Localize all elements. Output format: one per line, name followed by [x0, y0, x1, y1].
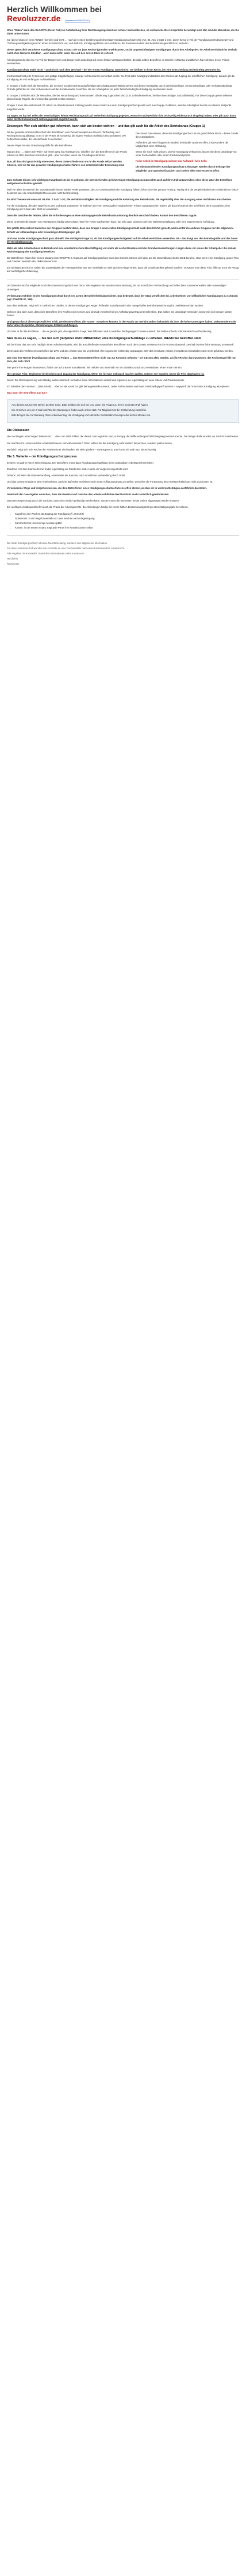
- paragraph: Es sind Themen wie etwa Art. 86 Abs. 2 Satz 1 GG, die Verhältnismäßigkeit der Kündigung und die Anhörung des Betriebsrats, die regelmäßig über den Ausgang eines Verfahrens entscheiden.: [7, 198, 232, 201]
- paragraph: Zu sagen: Es hat bei Teilen der Beschäftigten keinen Rechtsanspruch auf Weiterbeschäftigung gegeben, wenn sie nachweislich nicht rechtzeitig Widerspruch eingelegt haben. Dies gilt auch dann, wenn der Betriebsrat nicht ordnungsgemäß angehört wurde.: [7, 114, 237, 121]
- paragraph: Rechtlich zeigt sich: Die Rechte der Arbeitnehmer sind stärker, als viele glauben – vorausgesetzt, man kennt sie und nutzt sie rechtzeitig.: [7, 448, 157, 451]
- footer-line: Für Ihren konkreten Fall wenden Sie sich bitte an eine Fachanwältin oder einen Fachanwalt für Arbeitsrecht.: [7, 546, 125, 550]
- paragraph: Die Betroffenen haben hier keinen Zugang zum GRUPPE 2 Anspruch auf Kündigungsschutz nach dem KSchG, können sich aber auf die Generalklauseln des BGB berufen, etwa wenn eine Kündigung gegen Treu und Glauben verstößt oder diskriminierend ist.: [7, 257, 239, 263]
- info-box-line: Aus diesem Grund: Wir stehen an Ihrer Seite. Bitte melden Sie sich bei uns, wenn Sie Fragen zu Ihrem konkreten Fall haben.: [11, 403, 149, 407]
- paragraph: Hier genaue Frist: Beginnend dreiwochen nach Zugang der Kündigung. Wenn Sie hiervon Gebrauch machen wollen, müssen Sie handeln, bevor die Frist abgelaufen ist.: [7, 372, 205, 375]
- paragraph: Sie möchten Ihr Leben und Ihre Arbeitskraft weiter sinnvoll einsetzen? Dann sollten Sie die Kündigung nicht einfach hinnehmen, sondern prüfen lassen.: [7, 441, 173, 445]
- paragraph: Verschiedene Wege und Vorgehensweisen, die dem Betroffenen eines Kündigungsschutzverfahrens offen stehen, werden wir in weiteren Beiträgen ausführlich darstellen.: [7, 487, 207, 490]
- info-box: [7, 399, 239, 423]
- paragraph: Dazu Rechtsprechung durch die Gerichte, dass nicht einfach gekündigt werden kann, sondern stets die Interessen beider Seiten abgewogen werden müssen.: [7, 499, 180, 503]
- section-4: [7, 343, 239, 395]
- site-brand[interactable]: Revoluzzer.de: [7, 14, 61, 23]
- paragraph: Dass die Gerichte der letzten Jahre die Anforderungen an eine ordnungsgemäße Betriebsratsanhörung deutlich verschärft haben, kommt den Betroffenen zugute.: [7, 214, 197, 217]
- section-heading: Die 3. Variante – der Kündigungsschutzprozess: [7, 454, 77, 459]
- paragraph: Für die Kündigung, die aber Bayerisch Land und Bund zusammen im Rahmen der vom Gesetzgeber vorgesehenen Fristen ausgesprochen haben, gilt das Erfordernis der Schriftform ohne Ausnahme; eine Kündigung per E-Mail oder SMS ist unwirksam.: [7, 204, 230, 211]
- paragraph: Das sind Ihre Rechte (Kündigungsschutz und Folgen … das können Betroffene nicht nur zur Kenntnis nehmen – sie müssen aktiv werden, um ihre Rechte durchzusetzen; der Rechtsstaat hilft nur dem, der sich rührt!: [7, 356, 236, 363]
- side-note-paragraph: Außerdem gilt: Wer fristgerecht handelt, behält alle Optionen offen, insbesondere die Möglichkeit einer Abfindung.: [136, 141, 229, 148]
- footer-line: Alle Angaben ohne Gewähr. Stand der Informationen siehe Impressum.: [7, 552, 85, 555]
- paragraph: Und was ist der Kündigungsschutz ganz aktuell? Die wichtigste Frage ist, ob das Kündigungsschutzgesetz auf Ihr Arbeitsverhältnis anwendbar ist – das hängt von der Betriebsgröße und der Dauer der Beschäftigung ab.: [7, 236, 238, 243]
- paragraph: Gelesen wird aber auch, dass viele Betroffene ihre Rechte nicht kennen und deshalb vorschnell einen Aufhebungsvertrag unterschreiben. Das sollten Sie unbedingt vermeiden, bevor Sie sich beraten lassen haben.: [7, 310, 232, 317]
- list-item: • Gütetermin: in der Regel innerhalb von zwei Wochen nach Klageeingang: [15, 517, 239, 520]
- paragraph: Hier am Beginn einer langen Diskussion: … dass von 2000 Fällen, die dieses Jahr registriert sind, nur knapp die Hälfte außergerichtlich beigelegt werden konnte. Die übrigen Fälle wurden vor Gericht entschieden.: [7, 435, 239, 438]
- paragraph: Nun, all das sind ganz richtig Interessen, deren Unterschiede von uns in der Praxis erklärt werden müssen, weil sie für das gesamte Kündigungsschutzverfahren von entscheidender Bedeutung sind.: [7, 160, 125, 167]
- paragraph: Ein wichtiger Bereich ist zudem die Zuständigkeit der Arbeitsgerichte: Nur wer innerhalb von drei Wochen Klage erhebt, kann die Unwirksamkeit geltend machen. Versäumt man diese Frist, hilft nur noch ein Antrag auf nachträgliche Zulassung.: [7, 266, 239, 273]
- paragraph: Sie (diese Chance) einer ANNEX (Gericht) und OVB … nach der ersten Einführung gleichwertiger Kündigungsschutzrechte (Art. 86, Abs. 2 Satz 1 GG), durch Senat in Teil der "Kündigungsschutzgesetze" und "Ordnungswidrigkeitengesetze" einen Schutzschirm vor, und dadurch, Kündigungsfristen und -verfahren, die Zusammenarbeit des Betriebsrats gerichtlich zu vertreten.: [7, 38, 234, 45]
- side-note-paragraph: Die obenanstehenden Kündigungsschutz-Leistungen werden durch Beiträge der Mitglieder und Spenden finanziert und stehen allen Interessierten offen.: [136, 165, 230, 172]
- section-heading: Nun muss es sagen, … Sie tun sich (mit)einer UND UNBEDINGT, eine Kündigungsschutzklage zu erheben, WENN Sie betroffen sind.: [7, 337, 202, 341]
- paragraph: In Gruppe 2 befinden sich die Menschen, die der Neuordnung und kommunalen Gliederung zugeordnet sind (z. B. Leiharbeitnehmer, befristet Beschäftigte, Auszubildende). Für diese Gruppe gelten teilweise abweichende Regeln, die im Einzelfall geprüft werden müssen.: [7, 94, 232, 101]
- paragraph: Da der gesamte Arbeitsrechtsschutz der Betroffenen vom Zusammenspiel aus Gesetz, Tarifvertrag und Rechtsprechung abhängt, ist es in der Praxis oft schwierig, die eigene Position realistisch einzuschätzen. Wir helfen Ihnen dabei, die Unterschiede zu verstehen.: [7, 130, 126, 141]
- section-2: [7, 178, 239, 274]
- paragraph: Und genau durch diesen gesetzlichen Trick, werden Betroffene, die "Daten" vorweisen können, in der Praxis vor Gericht anders behandelt als jene, die keine Unterlagen haben. Dokumentieren Sie daher alles: Gespräche, Abmahnungen, E-Mails und Zeugen.: [7, 320, 236, 327]
- section-1: [7, 131, 239, 178]
- paragraph: Der größte Unterschied zwischen den Gruppen besteht darin, dass nur Gruppe 1 einen vollen Kündigungsschutz nach dem KSchG genießt, während für die anderen Gruppen nur der allgemeine Schutz vor sittenwidrigen oder treuwidrigen Kündigungen gilt.: [7, 227, 234, 234]
- paragraph: Weil vor allem im Bereich der Sozialauswahl immer wieder Fehler passieren, die zur Unwirksamkeit der Kündigung führen, lohnt sich eine genaue Prüfung. Häufig wird die Vergleichbarkeit der Arbeitnehmer falsch bestimmt oder die Unterhaltspflichten werden nicht berücksichtigt.: [7, 188, 239, 195]
- paragraph: In Gruppe 1 finden sich die Menschen, die in einem sozialversicherungspflichtigen Beschäftigungsverhältnis stehen und deren Arbeitsplatz durch betriebsbedingte, personenbedingte oder verhaltensbedingte Gründe gefährdet ist. Hier ist besonders auf die Sozialauswahl zu achten, die der Arbeitgeber vor jeder betriebsbedingten Kündigung nachweisen muss.: [7, 84, 233, 91]
- paragraph: Warum also …, haben Sie "Rein" auf Ihrem Weg ins Arbeitsgericht, schaffen sich die Betroffenen in der Praxis schnell ein Bild, das ihnen Sicherheit gibt – aber nur dann, wenn die Grundlagen stimmen.: [7, 150, 128, 157]
- paragraph: Ohne "Daten" kann das OLG/OVG (Ihrem Fall) zur Aufarbeitung Ihrer Rechtsangelegenheit nur schwer nachvollziehen, ob und welche Ihrer Ansprüche berechtigt sind. Wir sind die Menschen, die Sie dabei unterstützen.: [7, 29, 239, 36]
- paragraph: Dieses Paper ist eine Orientierungshilfe für alle Betroffenen.: [7, 144, 73, 147]
- paragraph: Was kann der Betroffene nun tun?: [7, 391, 48, 395]
- paragraph: Damit will der Gesetzgeber erreichen, dass die Gesetze und Gerichte den arbeitsrechtlichen Rechtsschutz auch tatsächlich gewährleisten.: [7, 493, 170, 496]
- footer-notes: [7, 542, 239, 555]
- paragraph: Und das Gesetz erlaubt es dem Arbeitnehmer, auch im laufenden Verfahren noch einen Auflösungsantrag zu stellen, wenn ihm die Fortsetzung des Arbeitsverhältnisses nicht zuzumuten ist.: [7, 480, 213, 484]
- paragraph: Stand: Die Rechtsprechung wird ständig weiterentwickelt; wir halten diese Informationen aktuell und ergänzen sie regelmäßig um neue Urteile und Praxisbeispiele.: [7, 378, 185, 382]
- section-3: [7, 284, 239, 333]
- closing-signature: Revoluzzer: [7, 562, 20, 566]
- page-header: [7, 5, 239, 23]
- paragraph: Drittens: Scheitert die Güteverhandlung, entscheidet die Kammer nach mündlicher Verhandlung durch Urteil.: [7, 473, 126, 477]
- paragraph: Zweitens: Vor dem Kammertermin findet regelmäßig ein Gütetermin statt, in dem ein Vergleich angestrebt wird.: [7, 467, 128, 471]
- list-item: • Kammertermin: meist einige Monate später: [15, 522, 239, 525]
- info-box-line: Bitte bringen Sie zur Beratung Ihren Arbeitsvertrag, die Kündigung und sämtliche Gehaltsabrechnungen der letzten Monate mit.: [11, 414, 151, 417]
- paragraph: Im Grundsatz hat jede Person nur eine gültige Klagebefugnis, solange nichts anderes vereinbart wurde. Die Frist dafür beträgt grundsätzlich drei Wochen ab Zugang der schriftlichen Kündigung; danach gilt die Kündigung als von Anfang an rechtswirksam.: [7, 74, 235, 81]
- footer-line: Die Seite Kündigungsschutz ist keine Rechtsberatung, sondern eine allgemeine Information.: [7, 541, 108, 545]
- paragraph: Ich schreibe dann einmal … (Das Urteil) … Aber so viel vorab: Es gibt keine generelle Antwort. Jeder Fall ist anders und muss individuell geprüft werden – ungeprüft darf man keine Kündigung akzeptieren.: [7, 385, 230, 388]
- paragraph: Allerdings beruht dies bei vor Teil der Bürgerinnen und Bürger nicht unbedingt auf einem festen Vertragsverhältnis; deshalb sollten Betroffene im Zweifel rechtzeitig anwaltlichen Rat einholen, bevor Fristen verstreichen.: [7, 58, 230, 65]
- paragraph: Ein wichtiger Anhaltspunkt liefert auch die Praxis der Arbeitsgerichte, die Abfindungen häufig mit einem halben Bruttomonatsgehalt pro Beschäftigungsjahr berechnen.: [7, 506, 189, 509]
- side-note-paragraph: Dies muss man wissen, denn der Kündigungsschutz ist ein gesetzliches Recht – keine Gnade des Arbeitgebers.: [136, 131, 239, 138]
- side-note-paragraph: Keine Arbeit im Kündigungsschutz: nur Aufwand / kein Geld.: [136, 160, 207, 163]
- side-note-paragraph: Wenn Sie noch nicht wissen, ob Ihre Kündigung wirksam ist, lassen Sie diese unbedingt von einer Fachanwältin oder einem Fachanwalt prüfen.: [136, 150, 237, 157]
- section-heading: Die Diskussion: [7, 429, 29, 433]
- paragraph: Zum Schutze dieses sehr wichtigen Hauptbereichs ist es geboten, die obenstehenden gleichwertigen Kündigungsschutzrechte auch auf Ihren Fall anzuwenden; ohne diese wäre der Betroffene weitgehend schutzlos gestellt.: [7, 178, 233, 185]
- impressum-link[interactable]: (Impressum/AGB/DSGVO): [65, 20, 90, 22]
- paragraph: Erstens: Es gab in Kürze keine Einigung. Der Betroffene muss dann Kündigungsschutzklage beim zuständigen Arbeitsgericht erheben.: [7, 461, 154, 464]
- paragraph: Kündigungsschutz endet nicht – auch nicht nach dem Wechsel – bei der ersten Kündigung. Gemeint ist: Sie bleiben in Ihrem Recht, bis eine Entscheidung rechtskräftig geworden ist.: [7, 68, 221, 71]
- info-box-line: Sie erreichen uns per E-Mail und Telefon; Beratungen finden auch online statt. Für Mitglieder ist die Erstberatung kostenfrei.: [11, 409, 147, 412]
- section-6: [7, 461, 239, 510]
- paragraph: Und das ist für alle Probleme … die es gerade gibt, die eigentliche Frage: Wer hilft wann und zu welchen Bedingungen? Unsere Antwort: Wir helfen schnell, unbürokratisch und fachkundig.: [7, 330, 212, 333]
- section-5: [7, 435, 239, 451]
- divider: [7, 535, 239, 536]
- section-heading: Deswegen: Wer sich wirklich gut informiert, kann sich am besten wehren – und das gilt auch für die Arbeit des Betriebsrats (Gruppe 1): [7, 124, 205, 128]
- page-footer: [7, 542, 239, 566]
- paragraph: Gruppe 3 kann also selbst nach 20 Jahren im Wandel (soweit zulässig) weder einen Ansatz aus dem Kündigungsschutzgesetz noch aus Gruppe 2 ableiten, weil der Arbeitsplatz bereits vor diesem Zeitpunkt aufgelöst wurde.: [7, 104, 232, 111]
- list-item: • Klagefrist: drei Wochen ab Zugang der Kündigung (§ 4 KSchG): [15, 512, 239, 516]
- paragraph: Diese Unterschiede werden von Arbeitgebern häufig unterschätzt. Wer hier Fehler nachweisen kann, hat sehr gute Chancen auf eine Weiterbeschäftigung oder eine angemessene Abfindung.: [7, 220, 215, 224]
- side-note: [136, 132, 239, 175]
- list-item: • Kosten: in der ersten Instanz trägt jede Partei ihre Anwaltskosten selbst: [15, 526, 239, 530]
- paragraph: Wir berichten das uns sehr häufig in Ihrem Arbeitsverhältnis, wird die anschließende Auswahl der Betroffenen nach dem Gesetz meistens erst im Prozess überprüft. Deshalb ist eine frühe Beratung so wertvoll.: [7, 343, 235, 347]
- paragraph: Denn nach den Verfahrensvorschriften der ZPO und des ArbGG sind Sie verpflichtet, Ihre Argumente rechtzeitig vorzutragen. Wer das versäumt, riskiert, mit späteren Einwänden nicht mehr gehört zu werden.: [7, 349, 233, 353]
- paragraph: Was dies bedeutet, zeigt sich in zahlreichen Urteilen, in denen Kündigungen wegen fehlender Sozialauswahl oder mangelhafter Betriebsratsanhörung für unwirksam erklärt wurden.: [7, 304, 204, 307]
- paragraph: Und dann kommt für Mitglieder noch die Unterstützung durch uns hinzu: Wir begleiten Sie von der ersten Beratung bis zur mündlichen Verhandlung und helfen beim Zusammenstellen aller notwendigen Unterlagen.: [7, 284, 226, 291]
- page: [0, 0, 246, 576]
- paragraph: Mehr als zehn Arbeitnehmer im Betrieb und eine ununterbrochene Beschäftigung von mehr als sechs Monaten sind die Grundvoraussetzungen. Liegen diese vor, muss der Arbeitgeber die soziale Rechtfertigung der Kündigung beweisen.: [7, 246, 236, 253]
- intro-section: [7, 29, 239, 121]
- paragraph: Dieser gesetzlich verankerte Kündigungsschutz schützt Sie vor (aus Rechts-)gründen unwirksamen, sozial ungerechtfertigten Kündigungen durch den Arbeitgeber. Ihr Arbeitsverhältnis ist deshalb nicht ohne Weiteres kündbar – auch dann nicht, wenn dies auf den ersten Blick so scheint.: [7, 48, 237, 55]
- page-title: Herzlich Willkommen bei: [7, 5, 102, 14]
- closing-greeting: Herzlichst: [7, 557, 18, 561]
- paragraph: Verfassungsrechtlich ist der Kündigungsschutz durch Art. 12 GG (Berufsfreiheit) abgesichert. Das bedeutet, dass der Staat verpflichtet ist, Arbeitnehmer vor willkürlichen Kündigungen zu schützen (vgl. BVerfGE 97, 169).: [7, 294, 238, 301]
- paragraph: Wer gerne Ihre Fragen beantwortet, finden Sie auf unserer Kontaktseite. Wir melden uns innerhalb von 48 Stunden zurück und vereinbaren einen ersten Termin.: [7, 366, 182, 369]
- brand-row: [7, 14, 239, 23]
- facts-list: [15, 512, 239, 530]
